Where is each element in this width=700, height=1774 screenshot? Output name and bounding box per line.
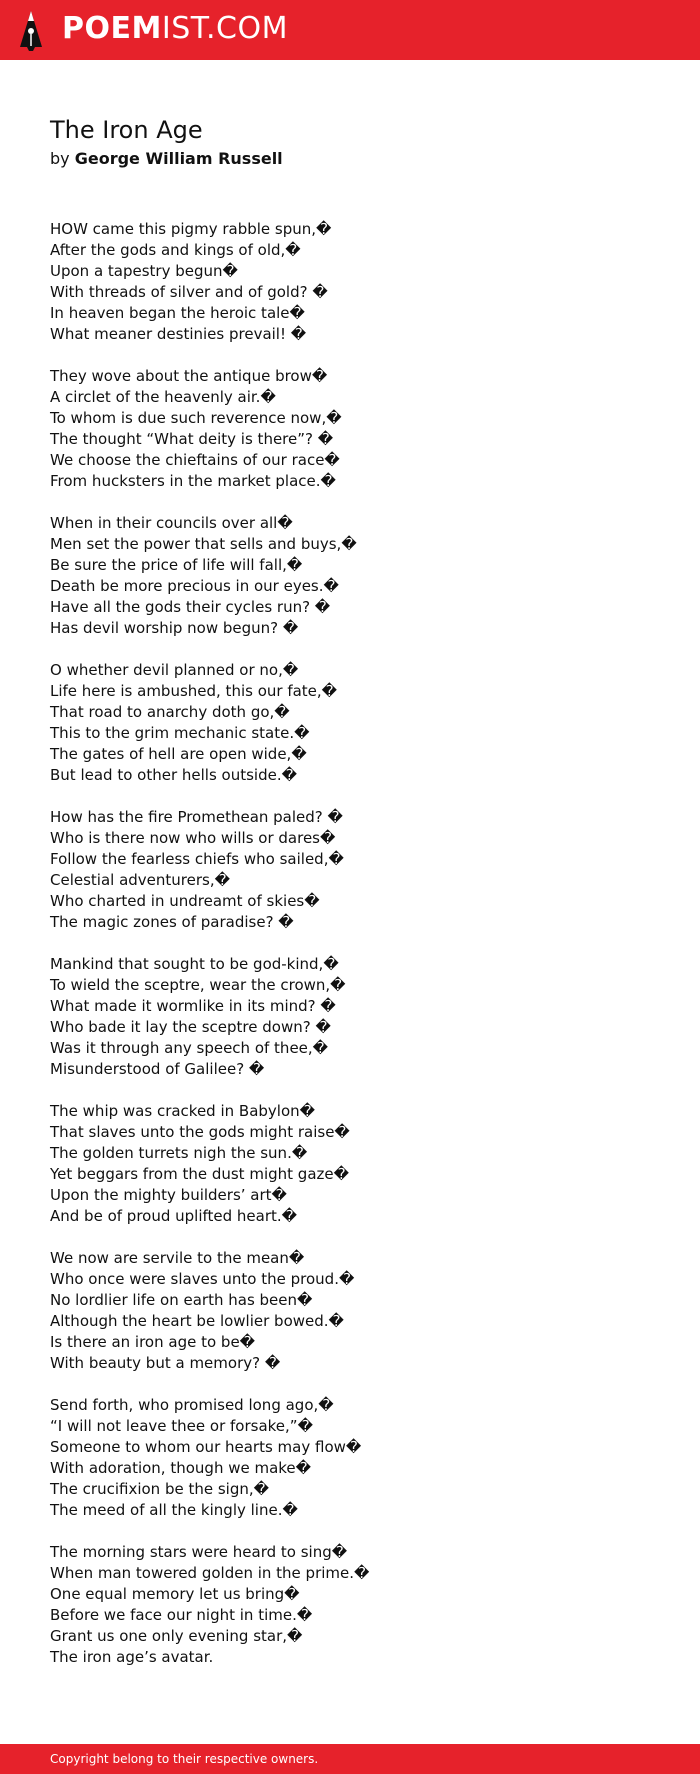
- poem-stanza-4: [50, 660, 369, 786]
- poem-author-link[interactable]: George William Russell: [74, 149, 283, 168]
- brand-light-text: IST.COM: [161, 11, 288, 46]
- poem-line: After the gods and kings of old,�: [50, 241, 301, 259]
- site-footer: [0, 1744, 700, 1774]
- poem-line: Yet beggars from the dust might gaze�: [50, 1165, 349, 1183]
- poem-stanza-6: [50, 954, 369, 1080]
- poem-line: And be of proud uplifted heart.�: [50, 1207, 298, 1225]
- poem-line: Grant us one only evening star,�: [50, 1627, 303, 1645]
- poem-stanza-7: [50, 1101, 369, 1227]
- poem-line: When man towered golden in the prime.�: [50, 1564, 370, 1582]
- poem-line: Men set the power that sells and buys,�: [50, 535, 357, 553]
- poem-line: But lead to other hells outside.�: [50, 766, 297, 784]
- poem-line: Was it through any speech of thee,�: [50, 1039, 329, 1057]
- site-brand-link[interactable]: [62, 11, 288, 47]
- by-label: by: [50, 149, 70, 168]
- poem-line: In heaven began the heroic tale�: [50, 304, 305, 322]
- poem-line: One equal memory let us bring�: [50, 1585, 300, 1603]
- poem-line: Who charted in undreamt of skies�: [50, 892, 320, 910]
- poem-line: Celestial adventurers,�: [50, 871, 230, 889]
- poem-line: What made it wormlike in its mind? �: [50, 997, 336, 1015]
- poem-line: What meaner destinies prevail! �: [50, 325, 307, 343]
- poem-line: Before we face our night in time.�: [50, 1606, 313, 1624]
- brand-bold-text: POEM: [62, 11, 162, 46]
- poem-line: Is there an iron age to be�: [50, 1333, 256, 1351]
- poem-line: The thought “What deity is there”? �: [50, 430, 334, 448]
- site-header: [0, 0, 700, 60]
- poem-line: The meed of all the kingly line.�: [50, 1501, 298, 1519]
- poem-line: How has the fire Promethean paled? �: [50, 808, 343, 826]
- poem-stanza-10: [50, 1542, 369, 1668]
- poem-byline: [50, 148, 283, 170]
- poem-line: Send forth, who promised long ago,�: [50, 1396, 334, 1414]
- poem-line: Be sure the price of life will fall,�: [50, 556, 303, 574]
- poem-line: The iron age’s avatar.: [50, 1648, 214, 1666]
- poem-stanza-1: [50, 219, 369, 345]
- poem-stanza-8: [50, 1248, 369, 1374]
- poem-line: With adoration, though we make�: [50, 1459, 312, 1477]
- poem-line: Although the heart be lowlier bowed.�: [50, 1312, 344, 1330]
- poem-line: The crucifixion be the sign,�: [50, 1480, 270, 1498]
- poem-line: That slaves unto the gods might raise�: [50, 1123, 350, 1141]
- poem-line: HOW came this pigmy rabble spun,�: [50, 220, 332, 238]
- poem-line: They wove about the antique brow�: [50, 367, 328, 385]
- poem-line: From hucksters in the market place.�: [50, 472, 336, 490]
- poem-line: Upon the mighty builders’ art�: [50, 1186, 287, 1204]
- poem-body: [50, 219, 369, 1689]
- poem-line: To whom is due such reverence now,�: [50, 409, 342, 427]
- poem-stanza-5: [50, 807, 369, 933]
- poem-line: Someone to whom our hearts may flow�: [50, 1438, 362, 1456]
- poem-stanza-3: [50, 513, 369, 639]
- poem-line: A circlet of the heavenly air.�: [50, 388, 276, 406]
- poem-line: No lordlier life on earth has been�: [50, 1291, 313, 1309]
- poem-line: Has devil worship now begun? �: [50, 619, 299, 637]
- copyright-text: Copyright belong to their respective owners.: [50, 1752, 319, 1766]
- poem-line: Misunderstood of Galilee? �: [50, 1060, 265, 1078]
- poem-line: With beauty but a memory? �: [50, 1354, 281, 1372]
- poem-line: When in their councils over all�: [50, 514, 293, 532]
- poem-line: We choose the chieftains of our race�: [50, 451, 340, 469]
- poem-line: Death be more precious in our eyes.�: [50, 577, 339, 595]
- poem-line: We now are servile to the mean�: [50, 1249, 305, 1267]
- poem-line: The magic zones of paradise? �: [50, 913, 294, 931]
- poem-line: With threads of silver and of gold? �: [50, 283, 328, 301]
- poem-line: This to the grim mechanic state.�: [50, 724, 310, 742]
- poem-line: O whether devil planned or no,�: [50, 661, 299, 679]
- poem-title: The Iron Age: [50, 116, 203, 144]
- poem-stanza-2: [50, 366, 369, 492]
- poem-line: Have all the gods their cycles run? �: [50, 598, 331, 616]
- poem-stanza-9: [50, 1395, 369, 1521]
- poem-line: Upon a tapestry begun�: [50, 262, 238, 280]
- poem-line: Life here is ambushed, this our fate,�: [50, 682, 338, 700]
- poem-line: The gates of hell are open wide,�: [50, 745, 307, 763]
- poem-line: Mankind that sought to be god-kind,�: [50, 955, 339, 973]
- poem-line: The morning stars were heard to sing�: [50, 1543, 348, 1561]
- poem-line: That road to anarchy doth go,�: [50, 703, 290, 721]
- poem-line: “I will not leave thee or forsake,”�: [50, 1417, 313, 1435]
- poem-line: The whip was cracked in Babylon�: [50, 1102, 316, 1120]
- pen-nib-icon[interactable]: [18, 11, 44, 51]
- poem-line: Follow the fearless chiefs who sailed,�: [50, 850, 344, 868]
- poem-line: The golden turrets nigh the sun.�: [50, 1144, 308, 1162]
- poem-line: Who once were slaves unto the proud.�: [50, 1270, 355, 1288]
- poem-line: Who is there now who wills or dares�: [50, 829, 336, 847]
- poem-line: To wield the sceptre, wear the crown,�: [50, 976, 346, 994]
- poem-line: Who bade it lay the sceptre down? �: [50, 1018, 331, 1036]
